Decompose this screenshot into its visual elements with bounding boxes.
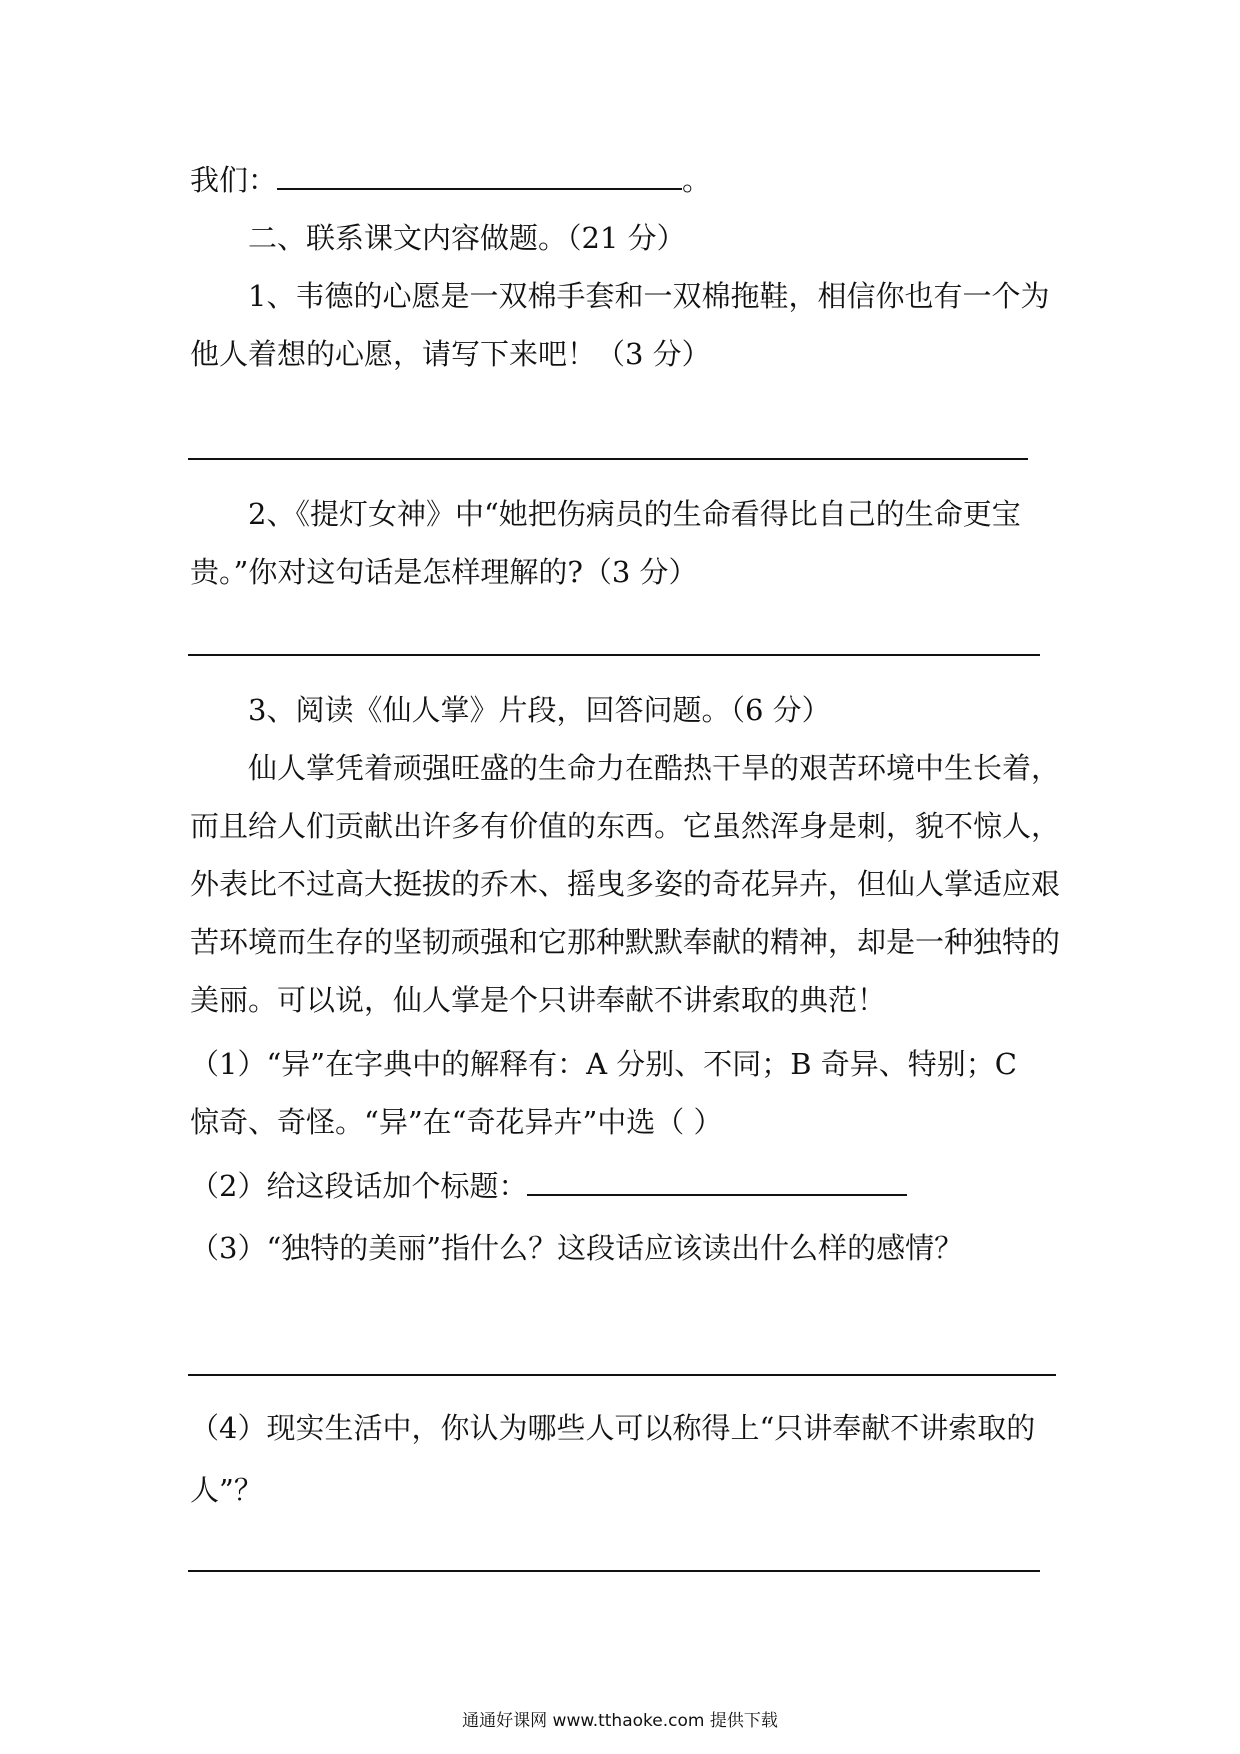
line-prefix: 我们： <box>190 163 278 197</box>
answer-line-1 <box>190 160 711 200</box>
subquestion-2-label: （2）给这段话加个标题： <box>190 1169 528 1203</box>
subquestion-4-answer-rule[interactable] <box>188 1570 1040 1572</box>
answer-blank[interactable] <box>277 166 682 190</box>
page-footer: 通通好课网 www.tthaoke.com 提供下载 <box>462 1711 778 1731</box>
subquestion-3-answer-rule[interactable] <box>188 1374 1056 1376</box>
passage-line-4: 苦环境而生存的坚韧顽强和它那种默默奉献的精神，却是一种独特的 <box>190 925 1061 959</box>
subquestion-3: （3）“独特的美丽”指什么？这段话应该读出什么样的感情？ <box>190 1231 964 1265</box>
subquestion-4-line-1: （4）现实生活中，你认为哪些人可以称得上“只讲奉献不讲索取的 <box>190 1411 1036 1445</box>
title-blank[interactable] <box>527 1172 907 1196</box>
subquestion-1-line-1: （1）“异”在字典中的解释有：A 分别、不同；B 奇异、特别；C <box>190 1047 1017 1081</box>
subquestion-2 <box>190 1166 907 1206</box>
subquestion-4-line-2: 人”？ <box>190 1473 263 1507</box>
subquestion-1-line-2: 惊奇、奇怪。“异”在“奇花异卉”中选（ ） <box>190 1105 723 1139</box>
question-1-line-2: 他人着想的心愿，请写下来吧！（3 分） <box>190 337 711 371</box>
question-1-line-1: 1、韦德的心愿是一双棉手套和一双棉拖鞋，相信你也有一个为 <box>248 279 1050 313</box>
passage-line-1: 仙人掌凭着顽强旺盛的生命力在酷热干旱的艰苦环境中生长着， <box>248 751 1061 785</box>
passage-line-3: 外表比不过高大挺拔的乔木、摇曳多姿的奇花异卉，但仙人掌适应艰 <box>190 867 1061 901</box>
passage-line-5: 美丽。可以说，仙人掌是个只讲奉献不讲索取的典范！ <box>190 983 887 1017</box>
section-heading: 二、联系课文内容做题。（21 分） <box>248 221 686 255</box>
question-2-line-1: 2、《提灯女神》中“她把伤病员的生命看得比自己的生命更宝 <box>248 497 1021 531</box>
question-2-line-2: 贵。”你对这句话是怎样理解的?（3 分） <box>190 555 698 589</box>
question-3-title: 3、阅读《仙人掌》片段，回答问题。（6 分） <box>248 693 831 727</box>
question-1-answer-rule[interactable] <box>188 458 1028 460</box>
passage-line-2: 而且给人们贡献出许多有价值的东西。它虽然浑身是刺，貌不惊人， <box>190 809 1061 843</box>
question-2-answer-rule[interactable] <box>188 654 1040 656</box>
line-suffix: 。 <box>682 163 712 197</box>
